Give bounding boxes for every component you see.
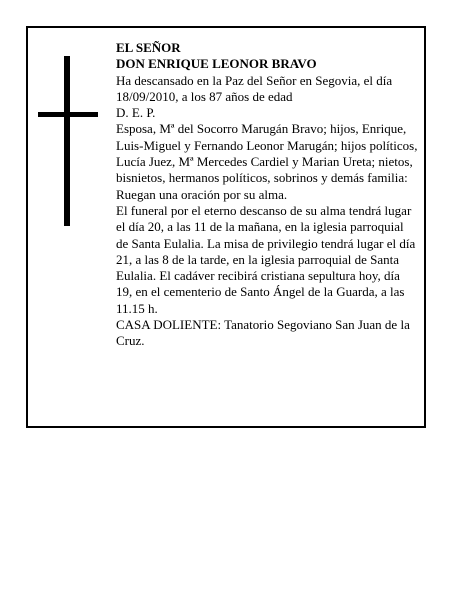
death-info: Ha descansado en la Paz del Señor en Segovia, el día 18/09/2010, a los 87 años de edad [116, 72, 393, 104]
rip-line: D. E. P. [116, 105, 156, 121]
prayer-request: Ruegan una oración por su alma. [116, 186, 288, 202]
obituary-title: EL SEÑOR [116, 40, 181, 55]
obituary-notice [26, 26, 426, 428]
family-list: Esposa, Mª del Socorro Marugán Bravo; hijos, Enrique, Luis-Miguel y Fernando Leonor Marugán; hijos políticos, Lucía Juez, Mª Mercedes Cardiel y Marian Ureta; nietos, bisnietos, hermanos políticos, sobrinos y demás familia: [116, 121, 418, 186]
obituary-text [116, 40, 418, 350]
services-info: El funeral por el eterno descanso de su alma tendrá lugar el día 20, a las 11 de la mañana, en la iglesia parroquial de Santa Eulalia. La misa de privilegio tendrá lugar el día 21, a las 8 de la tarde, en la iglesia parroquial de Santa Eulalia. El cadáver recibirá cristiana sepultura hoy, día 19, en el cementerio de Santo Ángel de la Guarda, a las 11.15 h. [116, 202, 416, 316]
cross-horizontal-bar [38, 112, 98, 117]
cross-icon [38, 56, 98, 226]
deceased-name: DON ENRIQUE LEONOR BRAVO [116, 56, 317, 72]
mourning-house: CASA DOLIENTE: Tanatorio Segoviano San Juan de la Cruz. [116, 317, 410, 349]
cross-vertical-bar [64, 56, 70, 226]
